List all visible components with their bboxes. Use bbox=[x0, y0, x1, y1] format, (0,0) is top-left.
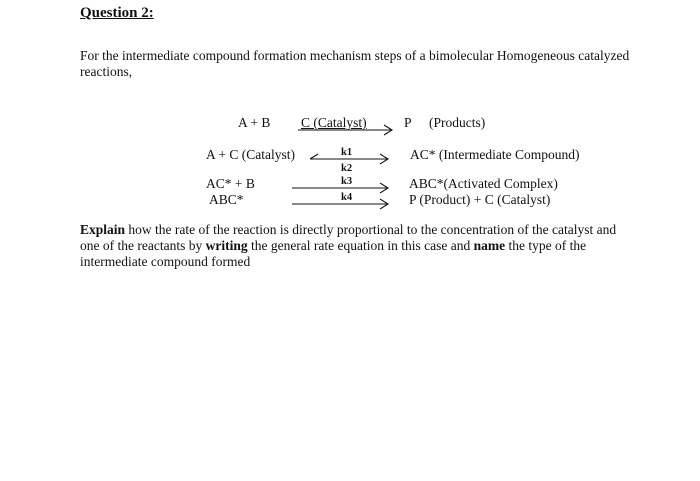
step2-left-species: AC* + B bbox=[206, 176, 255, 191]
step3-left-species: ABC* bbox=[209, 192, 244, 207]
rate-constant-k1: k1 bbox=[341, 147, 353, 158]
step3-arrow bbox=[292, 199, 388, 209]
explain-text-part2: the general rate equation in this case and bbox=[247, 238, 474, 253]
overall-reactants: A + B bbox=[238, 115, 271, 130]
question-title: Question 2: bbox=[80, 5, 154, 21]
overall-arrow bbox=[298, 125, 392, 135]
explain-paragraph bbox=[80, 222, 620, 270]
writing-bold-word: writing bbox=[205, 238, 248, 253]
step2-right-species: ABC*(Activated Complex) bbox=[409, 176, 558, 191]
intro-text: For the intermediate compound formation mechanism steps of a bimolecular Homogeneous catalyzed reactions, bbox=[80, 48, 630, 79]
rate-constant-k3: k3 bbox=[341, 176, 353, 187]
name-bold-word: name bbox=[473, 238, 506, 253]
step1-right-species: AC* (Intermediate Compound) bbox=[410, 147, 580, 162]
step2-arrow bbox=[292, 183, 388, 193]
step3-right-species: P (Product) + C (Catalyst) bbox=[409, 192, 551, 207]
explain-text-part1: how the rate of the reaction is directly proportional to the concentration of the catalyst and one of the reactants by bbox=[80, 222, 617, 253]
step1-reversible-arrow bbox=[310, 154, 388, 164]
overall-product-label: (Products) bbox=[429, 115, 486, 130]
overall-product-symbol: P bbox=[404, 115, 412, 130]
rate-constant-k4: k4 bbox=[341, 192, 353, 203]
explain-text-part3: the type of the intermediate compound formed bbox=[80, 238, 587, 269]
step1-left-species: A + C (Catalyst) bbox=[206, 147, 295, 162]
explain-bold-word: Explain bbox=[80, 222, 126, 237]
overall-catalyst-label: C (Catalyst) bbox=[301, 115, 367, 130]
rate-constant-k2: k2 bbox=[341, 163, 353, 174]
